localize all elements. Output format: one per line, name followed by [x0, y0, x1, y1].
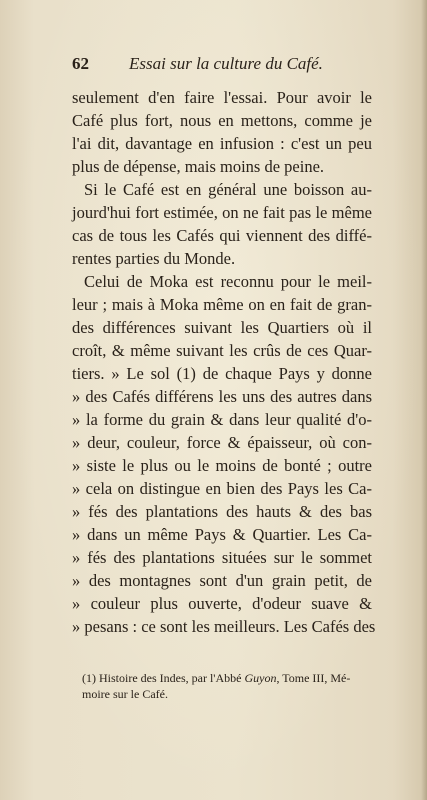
footnote-text: (1) Histoire des Indes, par l'Abbé	[82, 671, 245, 685]
text-line: » deur, couleur, force & épaisseur, où con-	[72, 433, 372, 452]
text-line: jourd'hui fort estimée, on ne fait pas le même	[72, 203, 372, 222]
text-line: » fés des plantations situées sur le sommet	[72, 548, 372, 567]
text-line: » des Cafés différens les uns des autres dans	[72, 387, 372, 406]
footnote	[82, 670, 372, 702]
running-title: Essai sur la culture du Café.	[129, 54, 323, 73]
text-line: cas de tous les Cafés qui viennent des diffé-	[72, 226, 372, 245]
footnote-author: Guyon	[244, 671, 277, 685]
page-number: 62	[72, 54, 89, 73]
text-line: Si le Café est en général une boisson au-	[84, 180, 372, 199]
text-line: » couleur plus ouverte, d'odeur suave &	[72, 594, 372, 613]
text-line: leur ; mais à Moka même on en fait de gran-	[72, 295, 372, 314]
text-line: plus de dépense, mais moins de peine.	[72, 157, 325, 176]
text-line: » des montagnes sont d'un grain petit, de	[72, 571, 372, 590]
page-edge-shadow	[421, 0, 427, 800]
text-line: Café plus fort, nous en mettons, comme je	[72, 111, 372, 130]
text-line: des différences suivant les Quartiers où il	[72, 318, 372, 337]
text-line: tiers. » Le sol (1) de chaque Pays y donne	[72, 364, 372, 383]
text-line: Celui de Moka est reconnu pour le meil-	[84, 272, 372, 291]
text-line: seulement d'en faire l'essai. Pour avoir le	[72, 88, 372, 107]
text-line: » siste le plus ou le moins de bonté ; outre	[72, 456, 372, 475]
footnote-line	[82, 670, 372, 686]
text-line: » fés des plantations des hauts & des bas	[72, 502, 372, 521]
text-line: » dans un même Pays & Quartier. Les Ca-	[72, 525, 372, 544]
footnote-line: moire sur le Café.	[82, 687, 168, 701]
text-line: » la forme du grain & dans leur qualité d'o-	[72, 410, 372, 429]
footnote-text: , Tome III, Mé-	[276, 671, 351, 685]
text-line: rentes parties du Monde.	[72, 249, 236, 268]
body-text	[72, 86, 376, 638]
running-header	[72, 54, 372, 74]
text-line: » cela on distingue en bien des Pays les Ca-	[72, 479, 372, 498]
text-line: l'ai dit, davantage en infusion : c'est un peu	[72, 134, 372, 153]
text-line: croît, & même suivant les crûs de ces Quar-	[72, 341, 372, 360]
text-line: » pesans : ce sont les meilleurs. Les Cafés des	[72, 617, 376, 636]
